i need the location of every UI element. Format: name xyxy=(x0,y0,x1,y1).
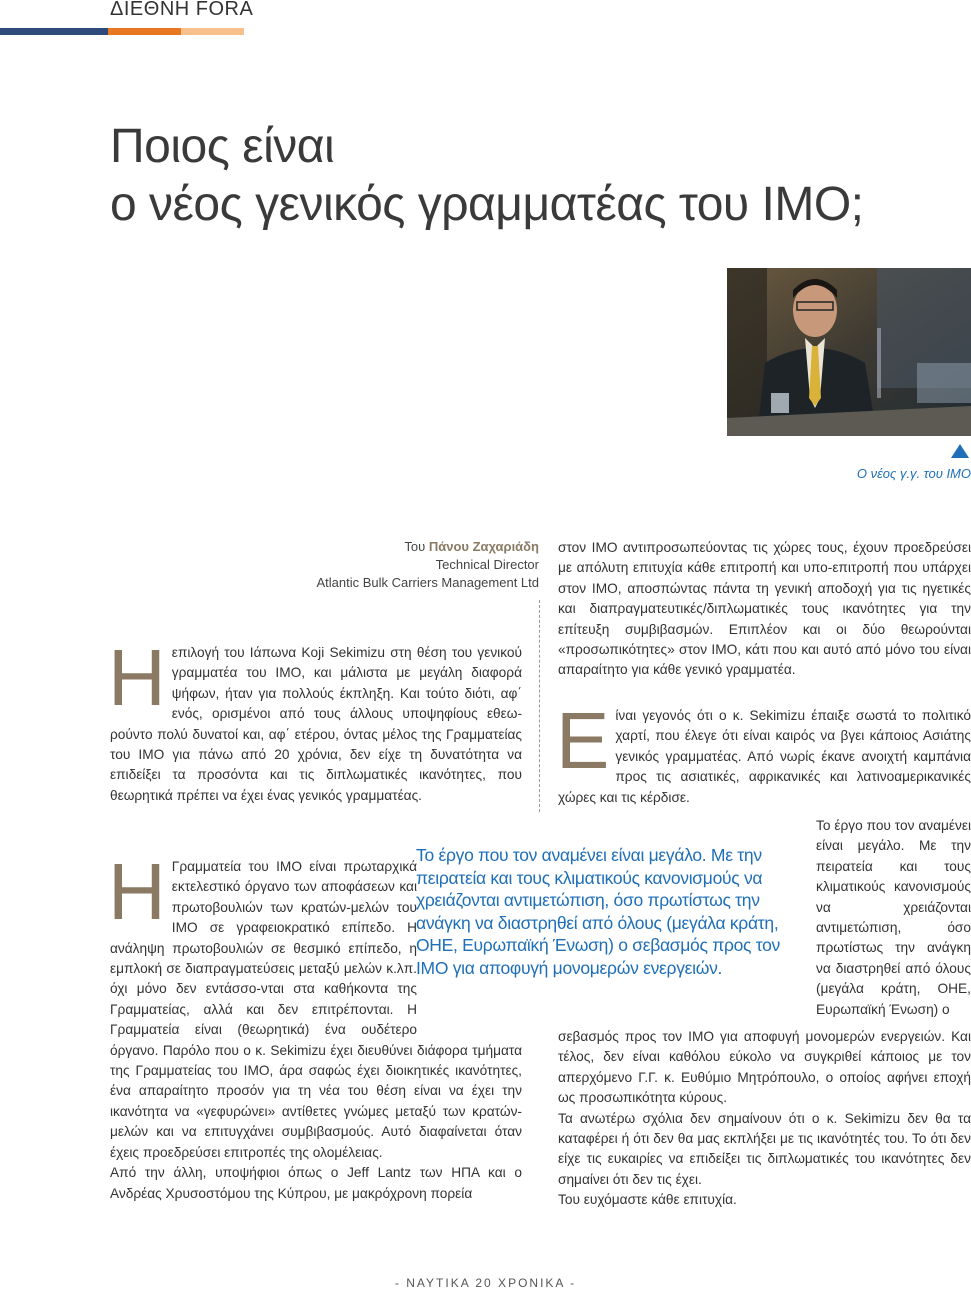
paragraph-comments: Τα ανωτέρω σχόλια δεν σημαίνουν ότι ο κ. Sekimizu δεν θα τα καταφέρει ή ότι δεν θα μας εκπλήξει με τις ικανότητές του. Το ότι δεν είχε τις ευκαιρίες να επιδείξει τις διπλωματικές του ικανότητες δεν σημαίνει ότι δεν τις έχει. xyxy=(558,1110,971,1187)
drop-cap: Η xyxy=(108,847,166,936)
paragraph-task-start xyxy=(816,816,971,1020)
header-bar-navy xyxy=(0,28,108,35)
article-title xyxy=(110,118,863,234)
paragraph-candidates-cont xyxy=(558,538,971,681)
paragraph-text: ίναι γεγονός ότι ο κ. Sekimizu έπαιξε σωστά το πολιτικό χαρτί, που έλεγε ότι είναι καιρός να βγει κάποιος Ασιάτης γενικός γραμματέας. Από νωρίς έκανε ανοιχτή καμπάνια προς τις ασιατικές, αφρικανικές και λατινοαμερικανικές χώρες και τις κέρδισε. xyxy=(558,708,971,805)
header-bar-peach xyxy=(181,28,244,35)
byline-author-name: Πάνου Ζαχαριάδη xyxy=(428,539,539,554)
photo-caption: Ο νέος γ.γ. του ΙΜΟ xyxy=(856,466,971,481)
byline-company: Atlantic Bulk Carriers Management Ltd xyxy=(316,575,539,590)
byline-prefix: Του xyxy=(404,539,429,554)
paragraph-text: Γραμματεία του ΙΜΟ είναι πρωταρχικά εκτελεστικό όργανο των αποφάσεων και πρωτοβουλιών των κρατών-μελών του ΙΜΟ σε γραφειοκρατικό επίπεδο. Η ανάληψη πρωτοβουλιών σε θεσμικό επίπεδο, η εμπλοκή σε διαπραγματεύσεις μεταξύ μελών κ.λπ. όχι μόνο δεν εντάσσο-νται στα καθήκοντα της Γραμματείας, αλλά και δεν επιτρέπονται. Η Γραμματεία είναι (θεωρητικά) ένα ουδέτερο όργανο. Παρόλο που ο κ. Sekimizu έχει διευθύνει διάφορα τμήματα της Γραμματείας του ΙΜΟ, άρα σαφώς έχει διοικητικές ικανότητες, ένα απαραίτητο προσόν για τη νέα του θέση είναι να έχει την ικανότητα να «γεφυρώνει» αντίθετες γνώμες μεταξύ των κρατών-μελών και να επιτυγχάνει συμβιβασμούς. Αυτό διαφαίνεται όταν έχεις προεδρεύσει επιτροπές της ολομέλειας. xyxy=(110,859,522,1160)
portrait-photo-graphic xyxy=(727,268,971,436)
paragraph-text: στον ΙΜΟ αντιπροσωπεύοντας τις χώρες τους, έχουν προεδρεύσει με απόλυτη επιτυχία κάθε επιτροπή και υπο-επιτροπή που υπάρχει στον ΙΜΟ, αποσπώντας πάντα τη γενική αποδοχή για τις ηγετικές και διαπραγματευτικές/διπλωματικές τους ικανότητες για την επίτευξη συμβιβασμών. Επιπλέον και οι δύο θεωρούνται «προσωπικότητες» στον ΙΜΟ, κάτι που και αυτό από μόνο του είναι απαραίτητο για κάθε γενικό γραμματέα. xyxy=(558,540,971,678)
header-bar-orange xyxy=(108,28,181,35)
paragraph-wishes: Του ευχόμαστε κάθε επιτυχία. xyxy=(558,1192,737,1208)
title-line-1: Ποιος είναι xyxy=(110,120,335,173)
paragraph-text: επιλογή του Ιάπωνα Koji Sekimizu στη θέση του γενικού γραμματέα του ΙΜΟ, και μάλιστα με μεγάλη διαφορά ψήφων, ήταν για πολλούς έκπληξη. Και τούτο διότι, αφ΄ ενός, ορισμένοι από τους άλλους υποψηφίους εθεω- ρούντο πολύ δυνατοί και, αφ΄ ετέρου, όντας μέλος της Γραμματείας του ΙΜΟ για πάνω από 20 χρόνια, δεν είχε τη δυνατότητα να επιδείξει τα προσόντα και τις διπλωματικές ικανότητες, που θεωρητικά πρέπει να έχει ένας γενικός γραμματέας. xyxy=(110,645,522,803)
section-label: ΔΙΕΘΝΗ FORA xyxy=(110,0,254,20)
paragraph-candidates: Από την άλλη, υποψήφιοι όπως ο Jeff Lantz των ΗΠΑ και ο Ανδρέας Χρυσοστόμου της Κύπρου, με μακρόχρονη πορεία xyxy=(110,1165,522,1201)
paragraph-text: Το έργο που τον αναμένει είναι μεγάλο. Με την πειρατεία και τους κλιματικούς κανονισμούς να χρειάζονται αντιμετώπιση, όσο πρωτίστως την ανάγκη να διαστρηθεί από όλους (μεγάλα κράτη, ΟΗΕ, Ευρωπαϊκή Ένωση) ο xyxy=(816,818,971,1017)
paragraph-asia xyxy=(556,696,971,808)
portrait-photo xyxy=(727,268,971,436)
drop-cap: Η xyxy=(108,633,166,722)
caption-arrow-icon xyxy=(951,444,969,458)
paragraph-task-end xyxy=(558,1027,971,1211)
byline-role: Technical Director xyxy=(435,557,539,572)
column-separator xyxy=(539,600,540,812)
pull-quote: Το έργο που τον αναμένει είναι μεγάλο. Με την πειρατεία και τους κλιματικούς κανονισμούς να χρειάζονται αντιμετώπιση, όσο πρωτίστως την ανάγκη να διαστρηθεί από όλους (μεγάλα κράτη, ΟΗΕ, Ευρωπαϊκή Ένωση) ο σεβασμός προς τον ΙΜΟ για αποφυγή μονομερών ενεργειών. xyxy=(416,845,780,978)
byline-author-line xyxy=(316,538,539,556)
page-footer: - ΝΑΥΤΙΚΑ 20 ΧΡΟΝΙΚΑ - xyxy=(394,1276,577,1290)
byline xyxy=(316,538,539,592)
paragraph-intro xyxy=(108,633,522,806)
title-line-2: ο νέος γενικός γραμματέας του IMO; xyxy=(110,178,864,231)
drop-cap: Ε xyxy=(556,696,610,785)
paragraph-text: σεβασμός προς τον ΙΜΟ για αποφυγή μονομερών ενεργειών. Και τέλος, δεν είναι καθόλου εύκολο να συγκριθεί κάποιος με τον απερχόμενο Γ.Γ. κ. Ευθύμιο Μητρόπουλο, ο οποίος αφήνει εποχή ως προσωπικότητα κύρους. xyxy=(558,1029,971,1106)
